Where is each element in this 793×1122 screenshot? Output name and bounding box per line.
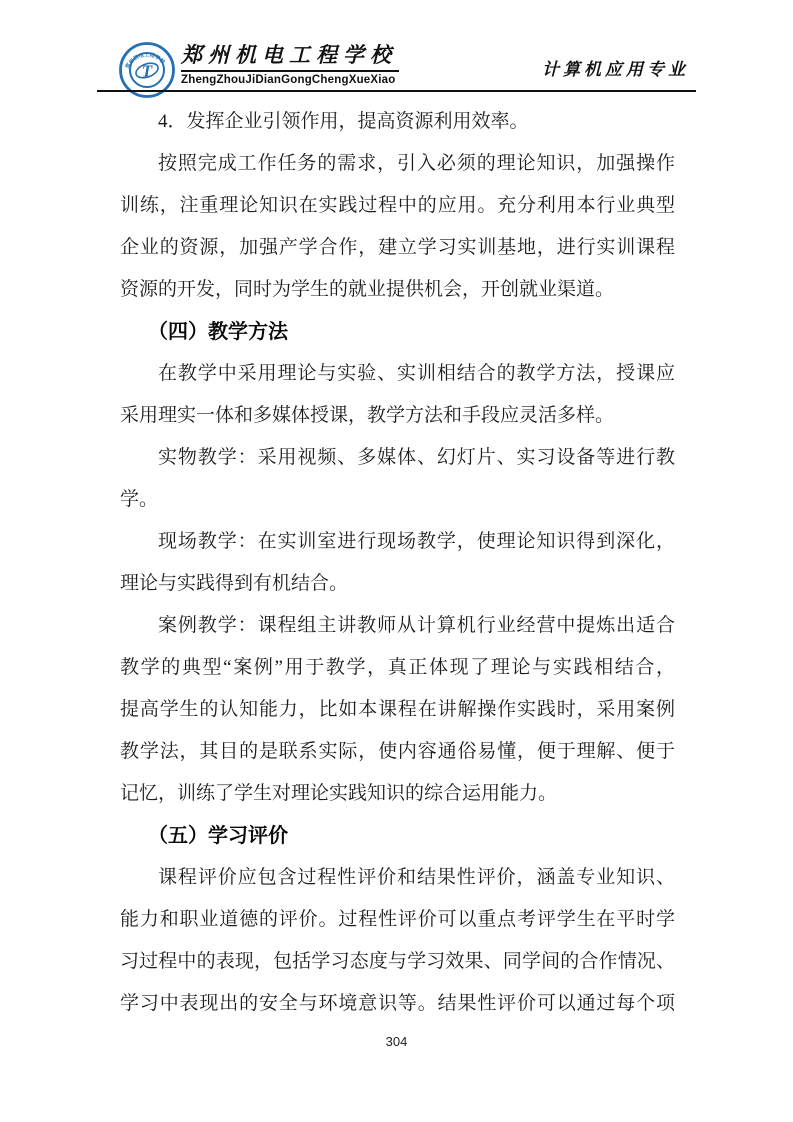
text-line: 教学的典型“案例”用于教学，真正体现了理论与实践相结合，	[120, 657, 675, 678]
school-name-block	[181, 42, 411, 86]
school-name: 郑州机电工程学校	[181, 43, 397, 67]
text-line: 在教学中采用理论与实验、实训相结合的教学方法，授课应	[158, 363, 675, 384]
page-footer	[0, 1034, 793, 1049]
section-heading: （四）教学方法	[148, 321, 288, 343]
paragraph	[120, 437, 675, 521]
text-line: 资源的开发，同时为学生的就业提供机会，开创就业渠道。	[120, 279, 615, 300]
section-heading: （五）学习评价	[148, 825, 288, 847]
paragraph	[120, 605, 675, 815]
text-line: 按照完成工作任务的需求，引入必须的理论知识，加强操作	[158, 153, 675, 174]
page-number: 304	[385, 1034, 408, 1049]
text-line: 记忆，训练了学生对理论实践知识的综合运用能力。	[120, 783, 558, 804]
text-line: 提高学生的认知能力，比如本课程在讲解操作实践时，采用案例	[120, 699, 675, 720]
text-line: 训练，注重理论知识在实践过程中的应用。充分利用本行业典型	[120, 195, 675, 216]
text-line: 4．发挥企业引领作用，提高资源利用效率。	[158, 111, 529, 132]
paragraph	[120, 101, 675, 143]
text-line: 学习中表现出的安全与环境意识等。结果性评价可以通过每个项	[120, 993, 675, 1014]
text-line: 课程评价应包含过程性评价和结果性评价，涵盖专业知识、	[158, 867, 675, 888]
text-line: 实物教学：采用视频、多媒体、幻灯片、实习设备等进行教	[158, 447, 675, 468]
paragraph	[120, 857, 675, 1025]
school-name-underline	[181, 70, 399, 72]
text-line: 教学法，其目的是联系实际，使内容通俗易懂，便于理解、便于	[120, 741, 675, 762]
text-line: 习过程中的表现，包括学习态度与学习效果、同学间的合作情况、	[120, 951, 675, 972]
document-body	[120, 101, 675, 1025]
text-line: 采用理实一体和多媒体授课，教学方法和手段应灵活多样。	[120, 405, 615, 426]
text-line: 现场教学：在实训室进行现场教学，使理论知识得到深化，	[158, 531, 675, 552]
text-line: 企业的资源，加强产学合作，建立学习实训基地，进行实训课程	[120, 237, 675, 258]
text-line: 案例教学：课程组主讲教师从计算机行业经营中提炼出适合	[158, 615, 675, 636]
paragraph	[120, 353, 675, 437]
text-line: 能力和职业道德的评价。过程性评价可以重点考评学生在平时学	[120, 909, 675, 930]
badge-monogram: T	[141, 61, 153, 81]
text-line: 学。	[120, 489, 159, 510]
text-line: 理论与实践得到有机结合。	[120, 573, 349, 594]
badge-arc-text: 郑州机电工程学校	[124, 52, 166, 70]
header-divider	[97, 90, 696, 92]
paragraph	[120, 521, 675, 605]
paragraph	[120, 143, 675, 311]
school-pinyin: ZhengZhouJiDianGongChengXueXiao	[181, 74, 396, 86]
department-title: 计算机应用专业	[542, 60, 689, 79]
